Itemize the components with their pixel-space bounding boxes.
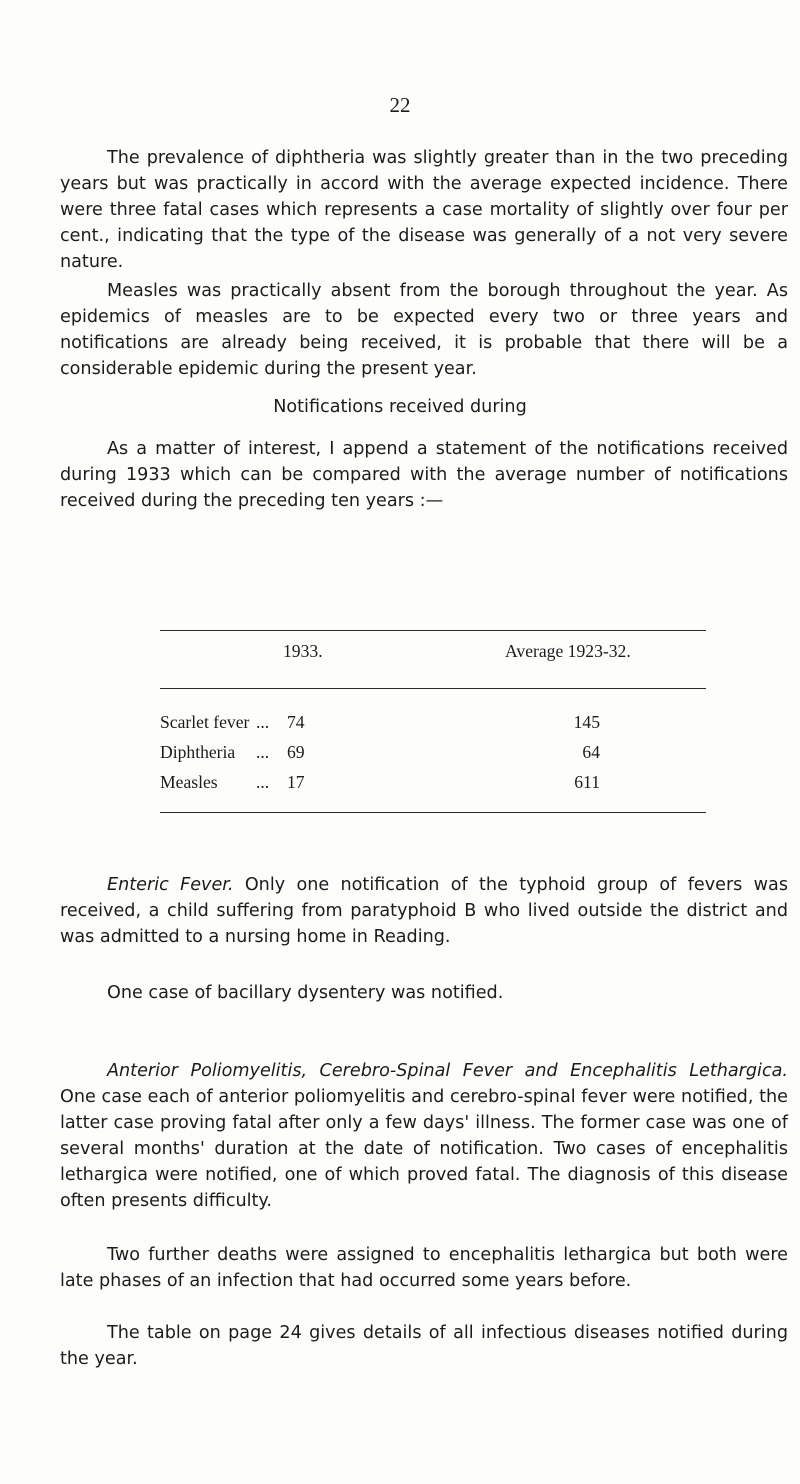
- polio-body: One case each of anterior poliomyelitis and cerebro-spinal fever were notified, the latter case proving fatal after only a few days' illness. The former case was one of several months' duration at the date of notification. Two cases of encephalitis lethargica were notified, one of which proved fatal. The diagnosis of this disease often presents difficulty.: [60, 1087, 788, 1211]
- leader-dots: ...: [256, 712, 270, 732]
- value-1933: 69: [287, 742, 305, 762]
- column-header-1933: 1933.: [283, 641, 323, 661]
- disease-name: Scarlet fever: [160, 712, 250, 732]
- paragraph-statement: As a matter of interest, I append a statement of the notifications received during 1933 which can be compared with the average number of notifications received during the preceding ten years :—: [60, 439, 788, 511]
- value-average: 64: [582, 742, 600, 762]
- paragraph-poliomyelitis: [60, 1058, 788, 1214]
- value-1933: 17: [287, 772, 305, 792]
- paragraph-dysentery: One case of bacillary dysentery was notified.: [107, 983, 504, 1003]
- value-average: 611: [574, 772, 600, 792]
- column-header-average: Average 1923-32.: [505, 641, 631, 661]
- disease-name: Measles: [160, 772, 218, 792]
- table-caption: Notifications received during: [273, 397, 527, 417]
- leader-dots: ...: [256, 742, 270, 762]
- paragraph-further-deaths: Two further deaths were assigned to encephalitis lethargica but both were late phases of an infection that had occurred some years before.: [60, 1245, 788, 1291]
- value-1933: 74: [287, 712, 305, 732]
- table-header-rule: [160, 688, 706, 689]
- value-average: 145: [573, 712, 600, 732]
- leader-dots: ...: [256, 772, 270, 792]
- table-bottom-rule: [160, 812, 706, 813]
- paragraph-diphtheria: The prevalence of diphtheria was slightly greater than in the two preceding years but was practically in accord with the average expected incidence. There were three fatal cases which represents a case mortality of slightly over four per cent., indicating that the type of the disease was generally of a not very severe nature.: [60, 148, 788, 272]
- paragraph-table-reference: The table on page 24 gives details of all infectious diseases notified during the year.: [60, 1323, 788, 1369]
- paragraph-enteric-fever: [60, 872, 788, 950]
- disease-name: Diphtheria: [160, 742, 236, 762]
- enteric-body: Only one notification of the typhoid group of fevers was received, a child suffering from paratyphoid B who lived outside the district and was admitted to a nursing home in Reading.: [60, 875, 788, 947]
- enteric-heading: Enteric Fever.: [107, 875, 234, 895]
- table-top-rule: [160, 630, 706, 631]
- page-number: 22: [389, 93, 411, 117]
- polio-heading: Anterior Poliomyelitis, Cerebro-Spinal Fever and Encephalitis Lethargica.: [107, 1061, 788, 1081]
- paragraph-measles: Measles was practically absent from the borough throughout the year. As epidemics of measles are to be expected every two or three years and notifications are already being received, it is probable that there will be a considerable epidemic during the present year.: [60, 281, 788, 379]
